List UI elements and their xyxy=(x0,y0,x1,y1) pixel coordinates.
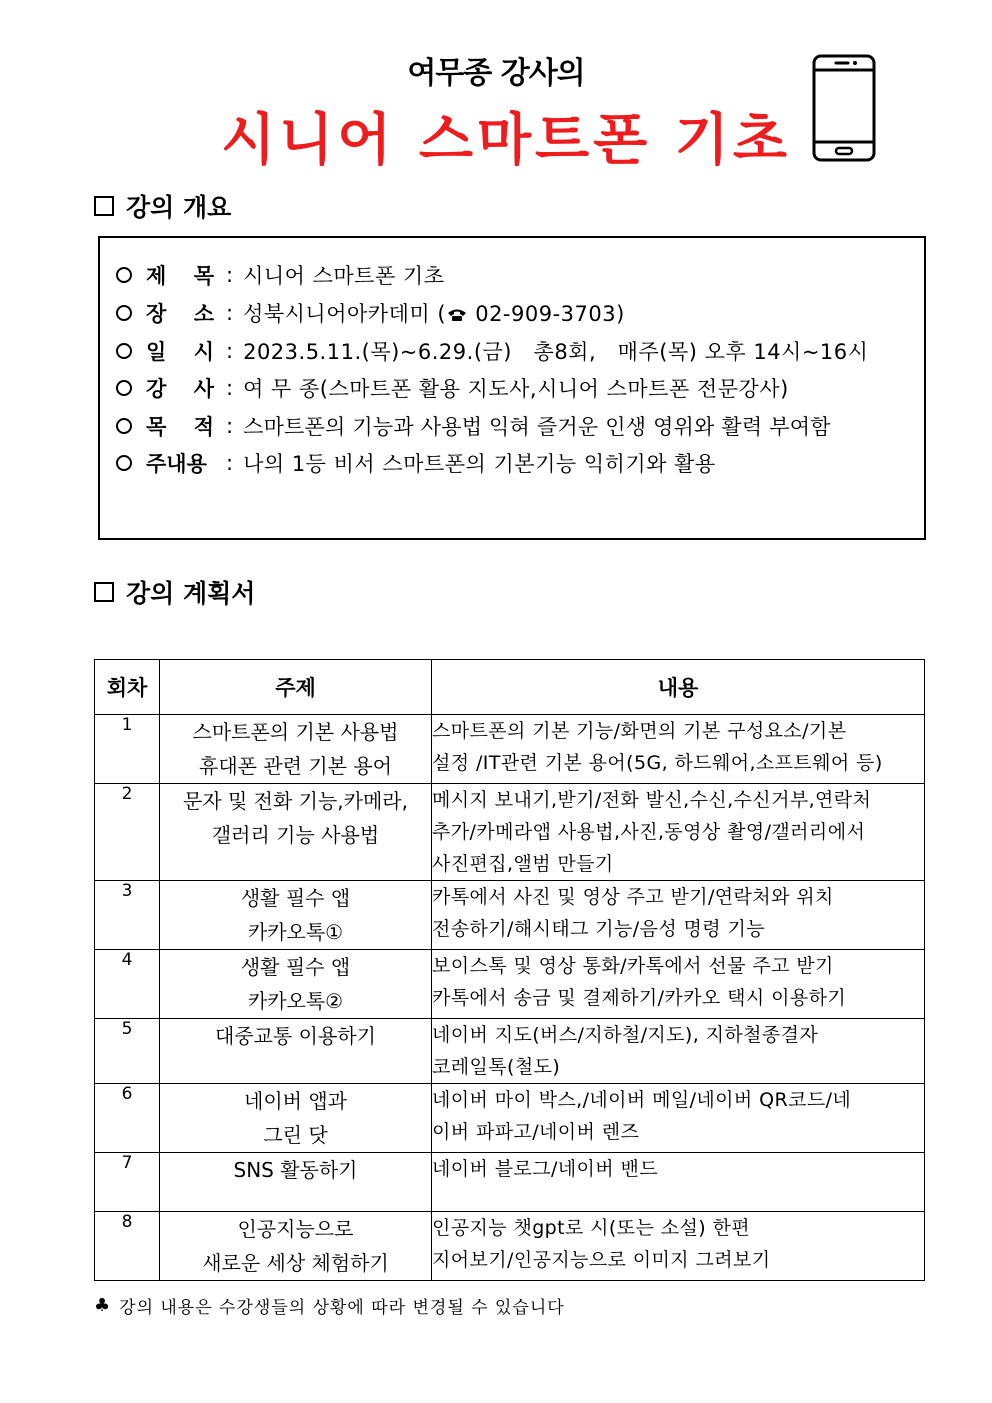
circle-bullet-icon xyxy=(116,455,132,471)
session-number: 3 xyxy=(95,881,160,950)
session-content: 네이버 마이 박스,/네이버 메일/네이버 QR코드/네 이버 파파고/네이버 렌즈 xyxy=(432,1084,925,1153)
overview-label: 강 사 xyxy=(146,377,214,401)
overview-item-instructor: 강 사 : 여 무 종(스마트폰 활용 지도사,시니어 스마트폰 전문강사) xyxy=(116,373,789,403)
overview-label: 목 적 xyxy=(146,415,214,439)
overview-item-title: 제 목 : 시니어 스마트폰 기초 xyxy=(116,260,445,290)
overview-item-place: 장 소 : 성북시니어아카데미 ( 02-909-3703) xyxy=(116,298,625,328)
table-row xyxy=(95,1019,925,1084)
overview-value: 시니어 스마트폰 기초 xyxy=(243,264,445,288)
telephone-icon xyxy=(446,308,468,322)
table-header-row xyxy=(95,660,925,715)
session-topic: 생활 필수 앱 카카오톡② xyxy=(160,950,432,1019)
footnote xyxy=(94,1293,565,1318)
session-number: 8 xyxy=(95,1212,160,1281)
session-topic: 스마트폰의 기본 사용법 휴대폰 관련 기본 용어 xyxy=(160,715,432,784)
session-topic: 인공지능으로 새로운 세상 체험하기 xyxy=(160,1212,432,1281)
circle-bullet-icon xyxy=(116,267,132,283)
session-content: 스마트폰의 기본 기능/화면의 기본 구성요소/기본 설정 /IT관련 기본 용어(5G, 하드웨어,소프트웨어 등) xyxy=(432,715,925,784)
smartphone-icon xyxy=(812,54,876,162)
overview-box xyxy=(98,236,926,540)
column-header-topic: 주제 xyxy=(160,660,432,715)
session-number: 6 xyxy=(95,1084,160,1153)
overview-item-content: 주내용 : 나의 1등 비서 스마트폰의 기본기능 익히기와 활용 xyxy=(116,448,716,478)
plan-table xyxy=(94,659,925,1281)
table-row xyxy=(95,715,925,784)
overview-label: 장 소 xyxy=(146,302,214,326)
overview-value: 스마트폰의 기능과 사용법 익혀 즐거운 인생 영위와 활력 부여함 xyxy=(243,415,831,439)
session-content: 인공지능 챗gpt로 시(또는 소설) 한편 지어보기/인공지능으로 이미지 그려보기 xyxy=(432,1212,925,1281)
overview-value: 성북시니어아카데미 ( 02-909-3703) xyxy=(243,302,625,326)
session-content: 보이스톡 및 영상 통화/카톡에서 선물 주고 받기 카톡에서 송금 및 결제하기/카카오 택시 이용하기 xyxy=(432,950,925,1019)
plan-heading xyxy=(94,574,255,610)
footnote-text: 강의 내용은 수강생들의 상황에 따라 변경될 수 있습니다 xyxy=(119,1298,565,1318)
table-row xyxy=(95,1212,925,1281)
session-topic: 네이버 앱과 그린 닷 xyxy=(160,1084,432,1153)
course-title: 시니어 스마트폰 기초 xyxy=(221,108,791,173)
table-row xyxy=(95,881,925,950)
page-header xyxy=(0,0,992,175)
table-row xyxy=(95,784,925,881)
overview-heading-text: 강의 개요 xyxy=(126,193,232,222)
club-icon: ♣ xyxy=(94,1295,112,1316)
column-header-content: 내용 xyxy=(432,660,925,715)
session-number: 7 xyxy=(95,1153,160,1212)
overview-item-schedule: 일 시 : 2023.5.11.(목)~6.29.(금) 총8회, 매주(목) 오후 14시~16시 xyxy=(116,336,868,366)
plan-heading-text: 강의 계획서 xyxy=(126,579,256,608)
session-topic: 대중교통 이용하기 xyxy=(160,1019,432,1084)
session-topic: 문자 및 전화 기능,카메라, 갤러리 기능 사용법 xyxy=(160,784,432,881)
session-number: 4 xyxy=(95,950,160,1019)
overview-label: 주내용 xyxy=(146,452,207,476)
overview-value: 나의 1등 비서 스마트폰의 기본기능 익히기와 활용 xyxy=(243,452,716,476)
overview-label: 일 시 xyxy=(146,340,214,364)
checkbox-icon xyxy=(94,196,114,216)
session-content: 네이버 블로그/네이버 밴드 xyxy=(432,1153,925,1212)
overview-heading xyxy=(94,188,231,224)
circle-bullet-icon xyxy=(116,418,132,434)
session-topic: 생활 필수 앱 카카오톡① xyxy=(160,881,432,950)
session-content: 메시지 보내기,받기/전화 발신,수신,수신거부,연락처 추가/카메라앱 사용법,사진,동영상 촬영/갤러리에서 사진편집,앨범 만들기 xyxy=(432,784,925,881)
session-content: 네이버 지도(버스/지하철/지도), 지하철종결자 코레일톡(철도) xyxy=(432,1019,925,1084)
circle-bullet-icon xyxy=(116,343,132,359)
session-topic: SNS 활동하기 xyxy=(160,1153,432,1212)
session-number: 2 xyxy=(95,784,160,881)
overview-label: 제 목 xyxy=(146,264,214,288)
checkbox-icon xyxy=(94,582,114,602)
column-header-session: 회차 xyxy=(95,660,160,715)
overview-item-purpose: 목 적 : 스마트폰의 기능과 사용법 익혀 즐거운 인생 영위와 활력 부여함 xyxy=(116,411,831,441)
session-content: 카톡에서 사진 및 영상 주고 받기/연락처와 위치 전송하기/해시태그 기능/음성 명령 기능 xyxy=(432,881,925,950)
overview-value: 여 무 종(스마트폰 활용 지도사,시니어 스마트폰 전문강사) xyxy=(243,377,789,401)
table-row xyxy=(95,950,925,1019)
session-number: 1 xyxy=(95,715,160,784)
circle-bullet-icon xyxy=(116,305,132,321)
circle-bullet-icon xyxy=(116,380,132,396)
session-number: 5 xyxy=(95,1019,160,1084)
table-row xyxy=(95,1153,925,1212)
instructor-subtitle: 여무종 강사의 xyxy=(407,56,585,91)
overview-value: 2023.5.11.(목)~6.29.(금) 총8회, 매주(목) 오후 14시~16시 xyxy=(243,340,869,364)
table-row xyxy=(95,1084,925,1153)
